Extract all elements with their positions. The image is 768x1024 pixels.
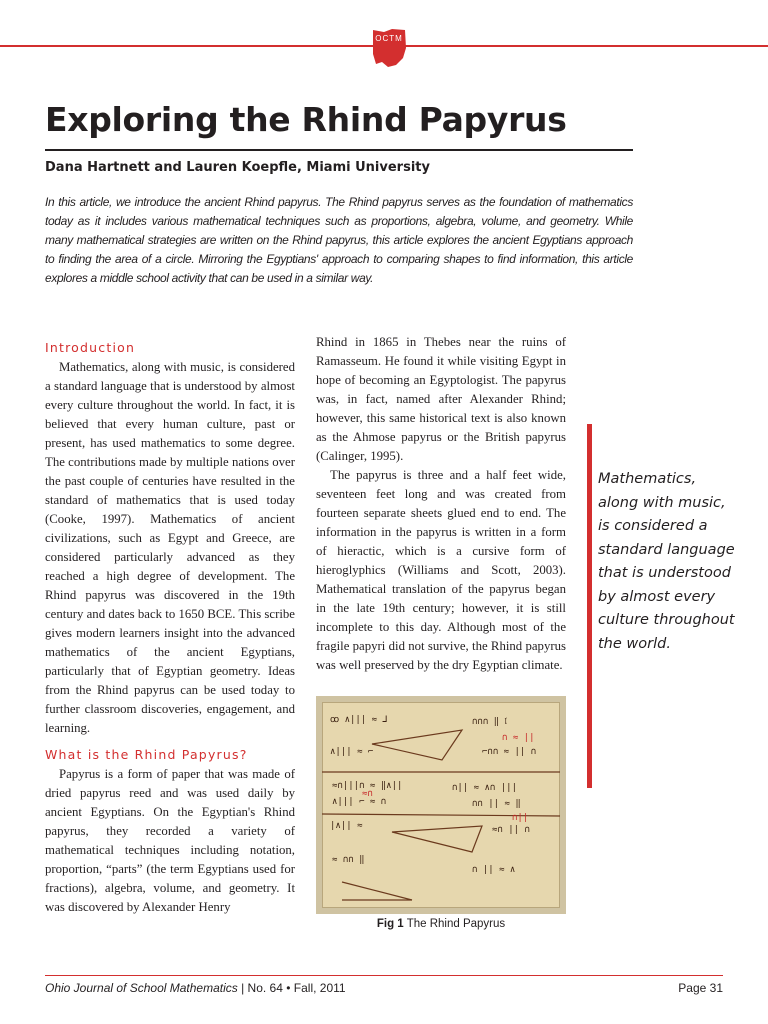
svg-text:∩|| ≈ ∧∩ |||: ∩|| ≈ ∧∩ |||: [452, 783, 518, 793]
svg-text:⌐∩∩ ≈ || ∩: ⌐∩∩ ≈ || ∩: [482, 747, 537, 757]
heading-introduction: Introduction: [45, 340, 136, 355]
column-middle: [316, 333, 566, 675]
svg-text:≈ ∩∩ ‖: ≈ ∩∩ ‖: [332, 855, 365, 865]
svg-text:∩||: ∩||: [512, 813, 529, 823]
footer-journal: [45, 981, 346, 995]
pull-quote: Mathematics, along with music, is considered a standard language that is understood by almost every culture throughout the world.: [598, 471, 735, 652]
svg-text:ꝏ ∧||| ≈ ⅃: ꝏ ∧||| ≈ ⅃: [330, 715, 388, 725]
col2-paragraph-1: Rhind in 1865 in Thebes near the ruins of Ramasseum. He found it while visiting Egypt in hope of becoming an Egyptologist. The papyrus was, in fact, named after Alexander Rhind; however, this same historical text is also known as the Ahmose papyrus or the British papyrus (Calinger, 1995).: [316, 335, 566, 463]
octm-logo: [370, 28, 408, 68]
logo-text: OCTM: [375, 34, 403, 43]
svg-text:∩∩ || ≈ ‖: ∩∩ || ≈ ‖: [472, 799, 521, 809]
title-rule: [45, 149, 633, 151]
svg-text:∧||| ⌐ ≈ ∩: ∧||| ⌐ ≈ ∩: [332, 797, 387, 807]
svg-text:∩∩∩ ‖ 𝔩: ∩∩∩ ‖ 𝔩: [472, 717, 507, 727]
svg-text:∩ || ≈ ∧: ∩ || ≈ ∧: [472, 865, 516, 875]
svg-text:∧||| ≈ ⌐: ∧||| ≈ ⌐: [330, 747, 374, 757]
svg-text:|∧|| ≈: |∧|| ≈: [330, 821, 363, 831]
column-left: [45, 338, 295, 917]
figure-label: Fig 1: [376, 918, 404, 930]
article-authors: Dana Hartnett and Lauren Koepfle, Miami University: [45, 160, 430, 175]
intro-paragraph: Mathematics, along with music, is considered a standard language that is understood by almost every culture throughout the world. In fact, it is believed that every human culture, past or present, has used mathematics to some degree. The contributions made by multiple nations over the past couple of centuries have resulted in the standard of mathematics that is used today (Cooke, 1997). Mathematics of ancient civilizations, such as Egypt and Greece, are considered particularly advanced as they reached a high degree of development. The Rhind papyrus was discovered in the 19th century and dates back to 1650 BCE. This scribe gives modern learners insight into the advanced mathematics of the ancient Egyptians, particularly that of Egyptian geometry. Ideas from the Rhind papyrus can be used today to further classroom discoveries, engagement, and learning.: [45, 360, 295, 735]
article-abstract: In this article, we introduce the ancient Rhind papyrus. The Rhind papyrus serves as the foundation of mathematics today as it includes various mathematical techniques such as proportions, algebra, volume, and geometry. While many mathematical strategies are written on the Rhind papyrus, this article explores the ancient Egyptians approach to finding the area of a circle. Mirroring the Egyptians' approach to comparing shapes to find information, this article explores a middle school activity that can be used in a similar way.: [45, 195, 633, 285]
journal-issue: | No. 64 • Fall, 2011: [237, 981, 346, 995]
figure-rhind-papyrus: [316, 696, 566, 914]
pull-quote-bar: [587, 424, 592, 788]
svg-text:≈∩ || ∩: ≈∩ || ∩: [492, 825, 530, 835]
papyrus-image: [322, 702, 560, 908]
article-title: Exploring the Rhind Papyrus: [45, 100, 567, 139]
svg-text:≈∩|||∩ ≈ ‖∧||: ≈∩|||∩ ≈ ‖∧||: [332, 781, 403, 791]
footer-rule: [45, 975, 723, 976]
heading-what-is-rhind: What is the Rhind Papyrus?: [45, 747, 248, 762]
page-number: Page 31: [678, 981, 723, 995]
svg-text:≈∩: ≈∩: [362, 789, 373, 799]
journal-name: Ohio Journal of School Mathematics: [45, 981, 238, 995]
figure-caption: [316, 918, 566, 930]
figure-caption-text: The Rhind Papyrus: [406, 918, 506, 930]
col2-paragraph-2: The papyrus is three and a half feet wide, seventeen feet long and was created from fourteen separate sheets glued end to end. The information in the papyrus is written in a form of hieractic, which is a cursive form of hieroglyphics (Williams and Scott, 2003). Mathematical translation of the papyrus began in the late 19th century; however, it is still incomplete to this day. Although most of the fragile papyri did not survive, the Rhind papyrus was well preserved by the dry Egyptian climate.: [316, 468, 566, 672]
what-paragraph: Papyrus is a form of paper that was made of dried papyrus reed and was used daily by ancient Egyptians. On the Egyptian's Rhind papyrus, they recorded a variety of mathematical techniques including notation, proportion, “parts” (the term Egyptians used for fractions), algebra, volume, and geometry. It was discovered by Alexander Henry: [45, 767, 295, 914]
svg-text:∩ ≈ ||: ∩ ≈ ||: [502, 733, 535, 743]
